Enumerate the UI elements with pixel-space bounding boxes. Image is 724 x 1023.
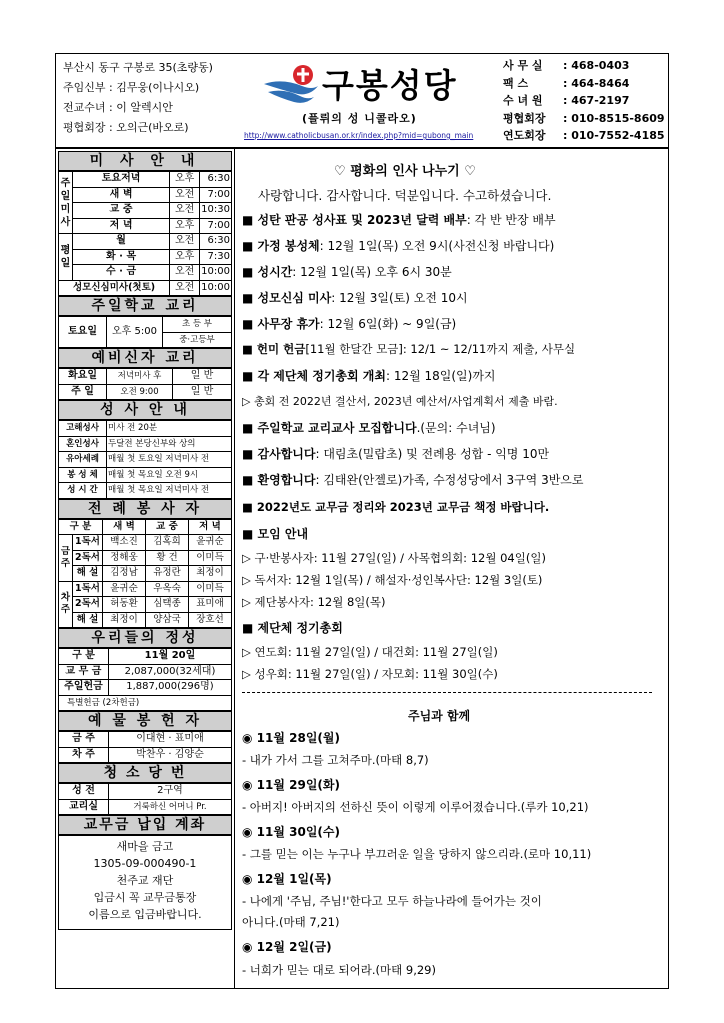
- offertory-label: 금 주: [59, 732, 109, 748]
- sacraments-table: [58, 420, 232, 499]
- daily-date: ◉ 12월 2일(금): [242, 940, 332, 954]
- server-name: 표미애: [189, 597, 232, 613]
- offering-value: 11월 20일: [109, 649, 232, 665]
- catechumen-group: 일 반: [173, 369, 232, 385]
- offertory-value: 이대현 · 표미애: [109, 732, 232, 748]
- daily-verse: - 나에게 '주님, 주님!'한다고 모두 하늘나라에 들어가는 것이: [242, 894, 542, 908]
- server-role: 해 설: [73, 566, 103, 582]
- bank-line: 새마을 금고: [116, 840, 174, 853]
- parish-title: 구봉성당: [322, 66, 458, 105]
- school-group: 중·고등부: [163, 332, 232, 348]
- bank-info: [58, 835, 232, 930]
- server-name: 김혹희: [146, 535, 189, 551]
- notice-item: ■ 사무장 휴가: 12월 6일(화) ~ 9일(금): [242, 317, 457, 331]
- contact-list: [503, 57, 665, 145]
- sacrament-name: 유아세례: [59, 452, 107, 468]
- daily-verse: - 아버지! 아버지의 선하신 뜻이 이렇게 이루어졌습니다.(루카 10,21): [242, 800, 589, 814]
- mass-ampm: 오후: [170, 218, 200, 234]
- sacrament-info: 미사 전 20분: [107, 421, 232, 437]
- column-divider: [234, 149, 235, 989]
- server-role: 해 설: [73, 612, 103, 628]
- server-name: 이미득: [189, 581, 232, 597]
- pastor: 주임신부 : 김무웅(이나시오): [63, 81, 200, 94]
- mass-name: 성모신심미사(첫토): [59, 280, 170, 296]
- mass-time: 10:00: [200, 280, 232, 296]
- catechumen-time: 오전 9:00: [107, 384, 173, 400]
- server-name: 우옥숙: [146, 581, 189, 597]
- offering-heading: 우리들의 정성: [58, 628, 232, 648]
- daily-verse: - 그를 믿는 이는 누구나 부끄러운 일을 당하지 않으리라.(로마 10,11): [242, 847, 592, 861]
- catechumen-table: [58, 368, 232, 400]
- cleaning-label: 성 전: [59, 784, 109, 800]
- daily-date: ◉ 11월 29일(화): [242, 778, 340, 792]
- server-name: 장호선: [189, 612, 232, 628]
- mass-time: 7:30: [200, 249, 232, 265]
- sacrament-info: 매월 첫 목요일 저녁미사 전: [107, 483, 232, 499]
- contact-value: : 010-8515-8609: [563, 111, 665, 125]
- daily-date: ◉ 11월 30일(수): [242, 825, 340, 839]
- contact-label: 수 녀 원: [503, 94, 543, 107]
- server-name: 허동환: [103, 597, 146, 613]
- mass-ampm: 오전: [170, 203, 200, 219]
- meeting-line: ▷ 독서자: 12월 1일(목) / 해설자·성인복사단: 12월 3일(토): [242, 573, 543, 587]
- servers-table: [58, 519, 232, 629]
- school-day: 토요일: [59, 317, 107, 348]
- school-group: 초 등 부: [163, 317, 232, 333]
- catechumen-day: 화요일: [59, 369, 107, 385]
- sunday-school-table: [58, 316, 232, 348]
- server-name: 유정란: [146, 566, 189, 582]
- contact-row: [503, 127, 665, 145]
- council-president: 평협회장 : 오의근(바오로): [63, 121, 189, 134]
- daily-heading: 주님과 함께: [408, 709, 471, 723]
- sacraments-heading: 성 사 안 내: [58, 400, 232, 420]
- server-name: 최정이: [189, 566, 232, 582]
- server-role: 2독서: [73, 597, 103, 613]
- mass-name: 월: [73, 234, 170, 250]
- offering-label: 구 분: [59, 649, 109, 665]
- offering-table: [58, 648, 232, 711]
- mass-ampm: 오후: [170, 172, 200, 188]
- mass-ampm: 오전: [170, 234, 200, 250]
- school-time: 오후 5:00: [107, 317, 163, 348]
- mass-name: 토요저녁: [73, 172, 170, 188]
- contact-row: [503, 110, 665, 128]
- notice-item: ■ 성탄 판공 성사표 및 2023년 달력 배부: 각 반 반장 배부: [242, 213, 556, 227]
- contact-row: [503, 92, 665, 110]
- bank-line: 이름으로 입금바랍니다.: [88, 908, 202, 921]
- weekday-mass-label: 평 일: [59, 234, 73, 281]
- servers-col: 저 녁: [189, 519, 232, 535]
- mass-time: 7:00: [200, 187, 232, 203]
- offering-label: 교 무 금: [59, 664, 109, 680]
- assembly-line: ▷ 성우회: 11월 27일(일) / 자모회: 11월 30일(수): [242, 667, 498, 681]
- bank-line: 입금시 꼭 교무금통장: [93, 891, 197, 904]
- contact-row: [503, 75, 665, 93]
- mass-ampm: 오전: [170, 265, 200, 281]
- contact-value: : 010-7552-4185: [563, 129, 665, 142]
- contact-label: 팩 스: [503, 76, 529, 90]
- address: 부산시 동구 구봉로 35(초량동): [63, 61, 213, 74]
- sacrament-name: 고해성사: [59, 421, 107, 437]
- offering-value: 1,887,000(296명): [109, 680, 232, 696]
- server-name: 윤귀순: [103, 581, 146, 597]
- server-name: 백소진: [103, 535, 146, 551]
- server-name: 정해웅: [103, 550, 146, 566]
- server-name: 심택종: [146, 597, 189, 613]
- mass-time: 10:00: [200, 265, 232, 281]
- notice-item: ■ 환영합니다: 김태완(안젤로)가족, 수정성당에서 3구역 3반으로: [242, 473, 584, 487]
- cleaning-value: 2구역: [109, 784, 232, 800]
- dashed-divider: [242, 692, 652, 693]
- left-column: [58, 151, 232, 930]
- servers-col: 새 벽: [103, 519, 146, 535]
- header-info: [63, 58, 213, 138]
- mass-name: 화 · 목: [73, 249, 170, 265]
- cleaning-table: [58, 783, 232, 815]
- contact-value: : 468-0403: [563, 59, 630, 72]
- daily-verse: - 내가 가서 그를 고쳐주마.(마태 8,7): [242, 753, 429, 767]
- daily-date: ◉ 11월 28일(월): [242, 731, 340, 745]
- parish-url[interactable]: http://www.catholicbusan.or.kr/index.php?mid=gubong_main: [244, 131, 474, 140]
- mass-table: [58, 171, 232, 296]
- server-name: 최정이: [103, 612, 146, 628]
- offertory-value: 박찬우 · 김양순: [109, 747, 232, 763]
- mass-time: 7:00: [200, 218, 232, 234]
- servers-col: 구 분: [59, 519, 103, 535]
- parish-patron: (플뤼의 성 니콜라오): [302, 112, 417, 125]
- server-role: 2독서: [73, 550, 103, 566]
- church-logo-icon: [262, 64, 320, 106]
- mass-name: 저 녁: [73, 218, 170, 234]
- offertory-heading: 예 물 봉 헌 자: [58, 711, 232, 731]
- contact-label: 사 무 실: [503, 59, 543, 72]
- contact-row: [503, 57, 665, 75]
- notice-item: ■ 주일학교 교리교사 모집합니다.(문의: 수녀님): [242, 421, 496, 435]
- week-label: 차 주: [59, 581, 73, 628]
- mass-name: 수 · 금: [73, 265, 170, 281]
- offering-label: 특별헌금 (2차헌금): [59, 695, 232, 711]
- server-role: 1독서: [73, 535, 103, 551]
- servers-heading: 전 례 봉 사 자: [58, 499, 232, 519]
- mass-heading: 미 사 안 내: [58, 151, 232, 171]
- catechumen-day: 주 일: [59, 384, 107, 400]
- offertory-table: [58, 731, 232, 763]
- sacrament-info: 매월 첫 토요일 저녁미사 전: [107, 452, 232, 468]
- meeting-line: ▷ 구·반봉사자: 11월 27일(일) / 사목협의회: 12월 04일(일): [242, 551, 546, 565]
- servers-col: 교 중: [146, 519, 189, 535]
- assembly-note: ▷ 총회 전 2022년 결산서, 2023년 예산서/사업계획서 제출 바람.: [242, 395, 558, 408]
- catechumen-group: 일 반: [173, 384, 232, 400]
- cleaning-label: 교리실: [59, 799, 109, 815]
- week-label: 금 주: [59, 535, 73, 582]
- greeting: 사랑합니다. 감사합니다. 덕분입니다. 수고하셨습니다.: [258, 188, 552, 203]
- assembly-line: ▷ 연도회: 11월 27일(일) / 대건회: 11월 27일(일): [242, 645, 498, 659]
- server-role: 1독서: [73, 581, 103, 597]
- notice-item: ■ 헌미 헌금[11월 한달간 모금]: 12/1 ~ 12/11까지 제출, 사무실: [242, 342, 576, 356]
- contact-value: : 467-2197: [563, 94, 630, 107]
- notice-item: ■ 가정 봉성체: 12월 1일(목) 오전 9시(사전신청 바랍니다): [242, 239, 555, 253]
- catechumen-heading: 예비신자 교리: [58, 348, 232, 368]
- sacrament-info: 매월 첫 목요일 오전 9시: [107, 467, 232, 483]
- daily-date: ◉ 12월 1일(목): [242, 872, 332, 886]
- sunday-mass-label: 주 일 미 사: [59, 172, 73, 234]
- notice-item: ■ 감사합니다: 대림초(밀랍초) 및 전례용 성합 - 익명 10만: [242, 447, 550, 461]
- server-name: 양삼국: [146, 612, 189, 628]
- server-name: 황 건: [146, 550, 189, 566]
- mass-name: 새 벽: [73, 187, 170, 203]
- mass-ampm: 오전: [170, 187, 200, 203]
- evangelist: 전교수녀 : 이 알렉시안: [63, 101, 173, 114]
- catechumen-time: 저녁미사 후: [107, 369, 173, 385]
- notice-item: ■ 제단체 정기총회: [242, 621, 343, 635]
- server-name: 이미득: [189, 550, 232, 566]
- offertory-label: 차 주: [59, 747, 109, 763]
- notice-item: ■ 2022년도 교무금 정리와 2023년 교무금 책정 바랍니다.: [242, 500, 550, 514]
- mass-name: 교 중: [73, 203, 170, 219]
- daily-verse: - 너희가 믿는 대로 되어라.(마태 9,29): [242, 963, 436, 977]
- server-name: 윤귀순: [189, 535, 232, 551]
- peace-heading: ♡ 평화의 인사 나누기 ♡: [334, 164, 476, 179]
- daily-verse: 아니다.(마태 7,21): [242, 915, 340, 929]
- offering-label: 주일헌금: [59, 680, 109, 696]
- sacrament-name: 혼인성사: [59, 436, 107, 452]
- cleaning-value: 거룩하신 어머니 Pr.: [109, 799, 232, 815]
- cleaning-heading: 청 소 당 번: [58, 763, 232, 783]
- sacrament-name: 봉 성 체: [59, 467, 107, 483]
- mass-time: 10:30: [200, 203, 232, 219]
- notice-item: ■ 모임 안내: [242, 527, 309, 541]
- server-name: 김정남: [103, 566, 146, 582]
- contact-label: 연도회장: [503, 129, 546, 142]
- notice-item: ■ 성모신심 미사: 12월 3일(토) 오전 10시: [242, 291, 468, 305]
- mass-ampm: 오후: [170, 249, 200, 265]
- mass-time: 6:30: [200, 234, 232, 250]
- sunday-school-heading: 주일학교 교리: [58, 296, 232, 316]
- meeting-line: ▷ 제단봉사자: 12월 8일(목): [242, 595, 386, 609]
- contact-value: : 464-8464: [563, 76, 630, 90]
- notice-item: ■ 각 제단체 정기총회 개최: 12월 18일(일)까지: [242, 369, 496, 383]
- bank-account: 1305-09-000490-1: [93, 857, 197, 870]
- notice-item: ■ 성시간: 12월 1일(목) 오후 6시 30분: [242, 265, 452, 279]
- mass-ampm: 오전: [170, 280, 200, 296]
- sacrament-info: 두달전 본당신부와 상의: [107, 436, 232, 452]
- sacrament-name: 성 시 간: [59, 483, 107, 499]
- contact-label: 평협회장: [503, 111, 546, 125]
- bank-heading: 교무금 납입 계좌: [58, 815, 232, 835]
- bank-line: 천주교 재단: [116, 874, 174, 887]
- offering-value: 2,087,000(32세대): [109, 664, 232, 680]
- mass-time: 6:30: [200, 172, 232, 188]
